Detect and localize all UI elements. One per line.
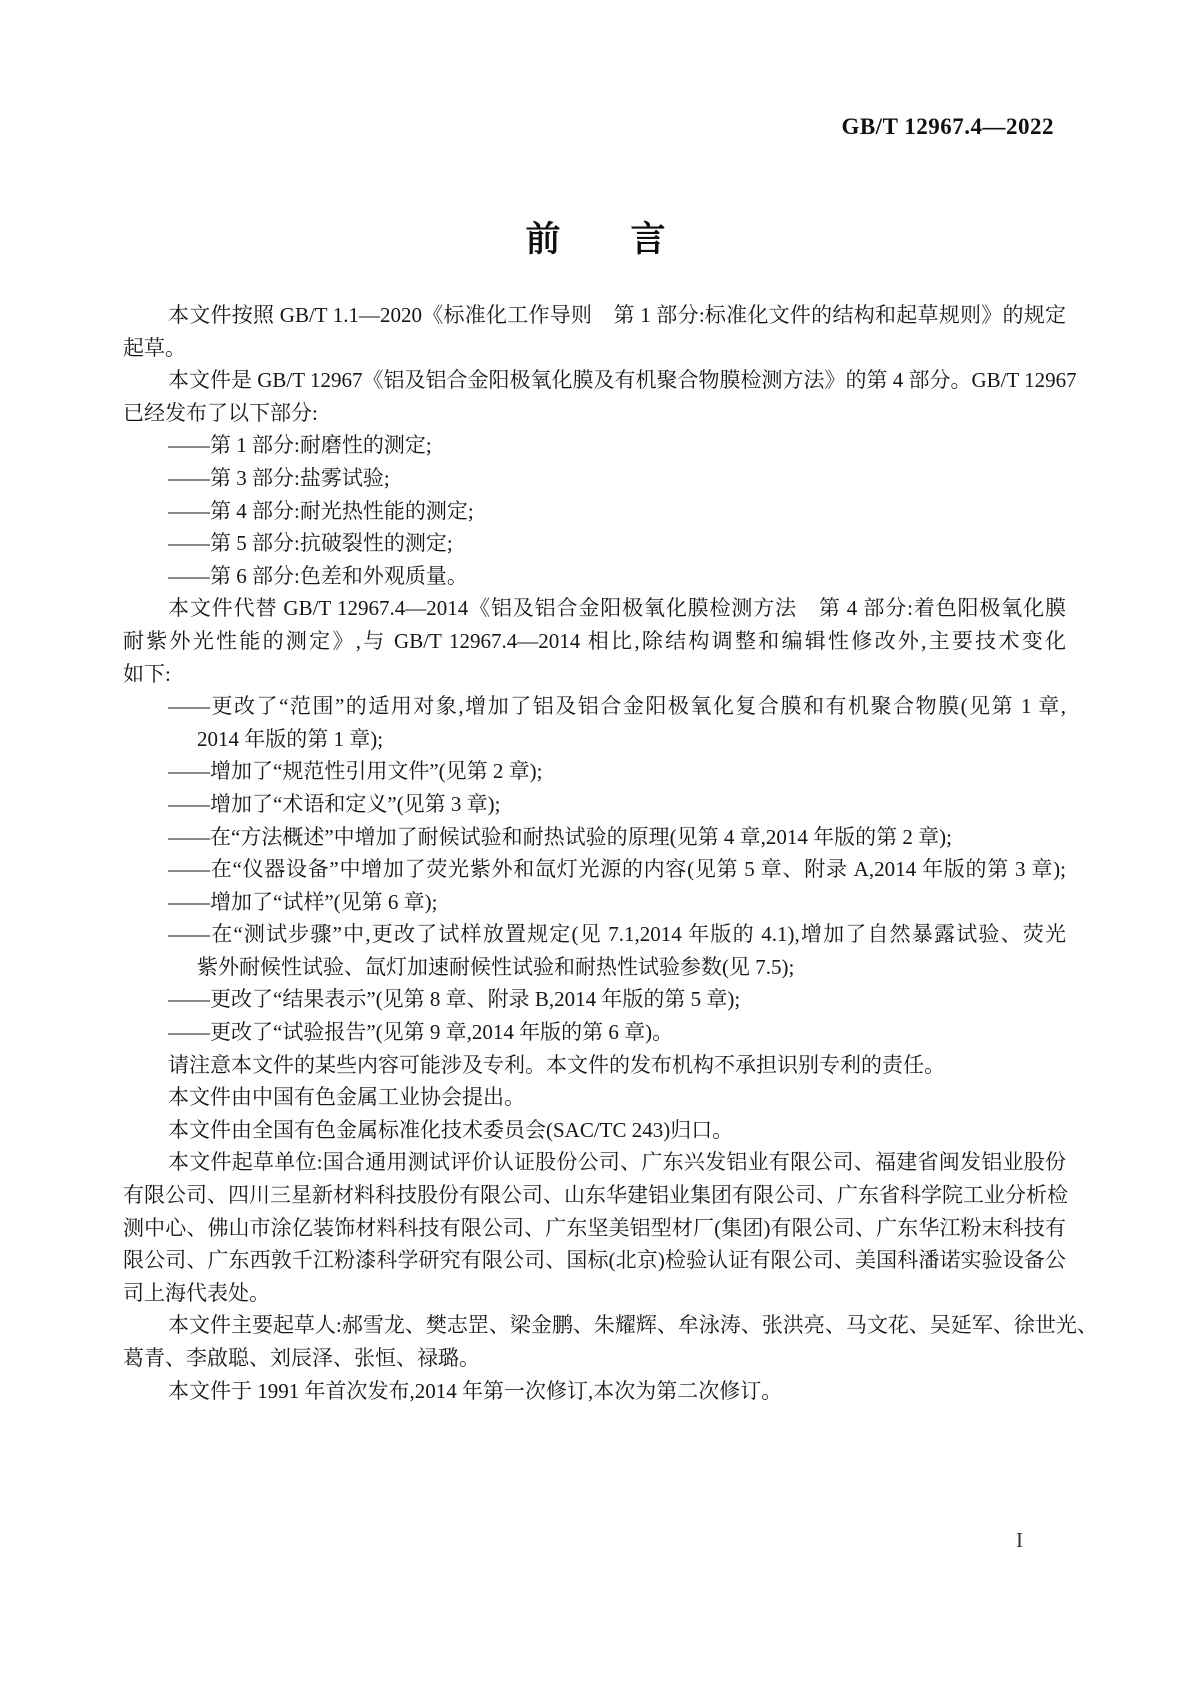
text-line: 本文件代替 GB/T 12967.4—2014《铝及铝合金阳极氧化膜检测方法 第 4 部分:着色阳极氧化膜 (168, 596, 1066, 621)
list-item: ——更改了“结果表示”(见第 8 章、附录 B,2014 年版的第 5 章); (168, 987, 741, 1012)
list-item-continuation: 紫外耐候性试验、氙灯加速耐候性试验和耐热性试验参数(见 7.5); (197, 954, 795, 979)
text-line: 本文件按照 GB/T 1.1—2020《标准化工作导则 第 1 部分:标准化文件的结构和起草规则》的规定 (168, 303, 1066, 327)
list-item: ——第 6 部分:色差和外观质量。 (168, 563, 468, 588)
text-line: 本文件于 1991 年首次发布,2014 年第一次修订,本次为第二次修订。 (168, 1378, 783, 1403)
list-item: ——更改了“范围”的适用对象,增加了铝及铝合金阳极氧化复合膜和有机聚合物膜(见第 1 章, (168, 694, 1066, 719)
list-item: ——增加了“规范性引用文件”(见第 2 章); (168, 759, 543, 784)
list-item: ——第 4 部分:耐光热性能的测定; (168, 498, 474, 523)
text-line: 耐紫外光性能的测定》,与 GB/T 12967.4—2014 相比,除结构调整和编辑性修改外,主要技术变化 (123, 628, 1066, 653)
list-item: ——第 1 部分:耐磨性的测定; (168, 433, 432, 458)
page-number: I (1016, 1528, 1023, 1552)
text-line: 有限公司、四川三星新材料科技股份有限公司、山东华建铝业集团有限公司、广东省科学院工业分析检 (123, 1183, 1068, 1208)
text-line: 本文件由全国有色金属标准化技术委员会(SAC/TC 243)归口。 (168, 1117, 734, 1142)
text-line: 限公司、广东西敦千江粉漆科学研究有限公司、国标(北京)检验认证有限公司、美国科潘诺实验设备公 (123, 1248, 1066, 1273)
text-line: 如下: (123, 661, 171, 686)
text-line: 起草。 (123, 335, 186, 360)
list-item: ——第 5 部分:抗破裂性的测定; (168, 531, 453, 556)
list-item: ——更改了“试验报告”(见第 9 章,2014 年版的第 6 章)。 (168, 1020, 674, 1045)
foreword-body (123, 299, 1098, 1407)
text-line: 已经发布了以下部分: (123, 400, 318, 425)
list-item: ——增加了“术语和定义”(见第 3 章); (168, 791, 501, 816)
text-line: 本文件是 GB/T 12967《铝及铝合金阳极氧化膜及有机聚合物膜检测方法》的第 4 部分。GB/T 12967 (168, 368, 1077, 393)
list-item: ——在“方法概述”中增加了耐候试验和耐热试验的原理(见第 4 章,2014 年版的第 2 章); (168, 824, 952, 849)
text-line: 请注意本文件的某些内容可能涉及专利。本文件的发布机构不承担识别专利的责任。 (168, 1052, 945, 1077)
text-line: 本文件主要起草人:郝雪龙、樊志罡、梁金鹏、朱耀辉、牟泳涛、张洪亮、马文花、吴延军、徐世光、 (168, 1313, 1098, 1338)
text-line: 葛青、李啟聪、刘辰泽、张恒、禄璐。 (123, 1346, 480, 1370)
text-line: 司上海代表处。 (123, 1280, 270, 1305)
standard-code-header: GB/T 12967.4—2022 (841, 114, 1054, 139)
text-line: 本文件起草单位:国合通用测试评价认证股份公司、广东兴发铝业有限公司、福建省闽发铝业股份 (168, 1150, 1066, 1175)
list-item: ——在“测试步骤”中,更改了试样放置规定(见 7.1,2014 年版的 4.1),增加了自然暴露试验、荧光 (168, 922, 1066, 947)
page-title: 前 言 (525, 220, 666, 259)
list-item: ——在“仪器设备”中增加了荧光紫外和氙灯光源的内容(见第 5 章、附录 A,2014 年版的第 3 章); (168, 857, 1066, 882)
text-line: 本文件由中国有色金属工业协会提出。 (168, 1085, 525, 1110)
list-item-continuation: 2014 年版的第 1 章); (197, 726, 384, 751)
text-line: 测中心、佛山市涂亿装饰材料科技有限公司、广东坚美铝型材厂(集团)有限公司、广东华江粉末科技有 (123, 1215, 1066, 1240)
list-item: ——增加了“试样”(见第 6 章); (168, 889, 438, 914)
list-item: ——第 3 部分:盐雾试验; (168, 465, 390, 490)
